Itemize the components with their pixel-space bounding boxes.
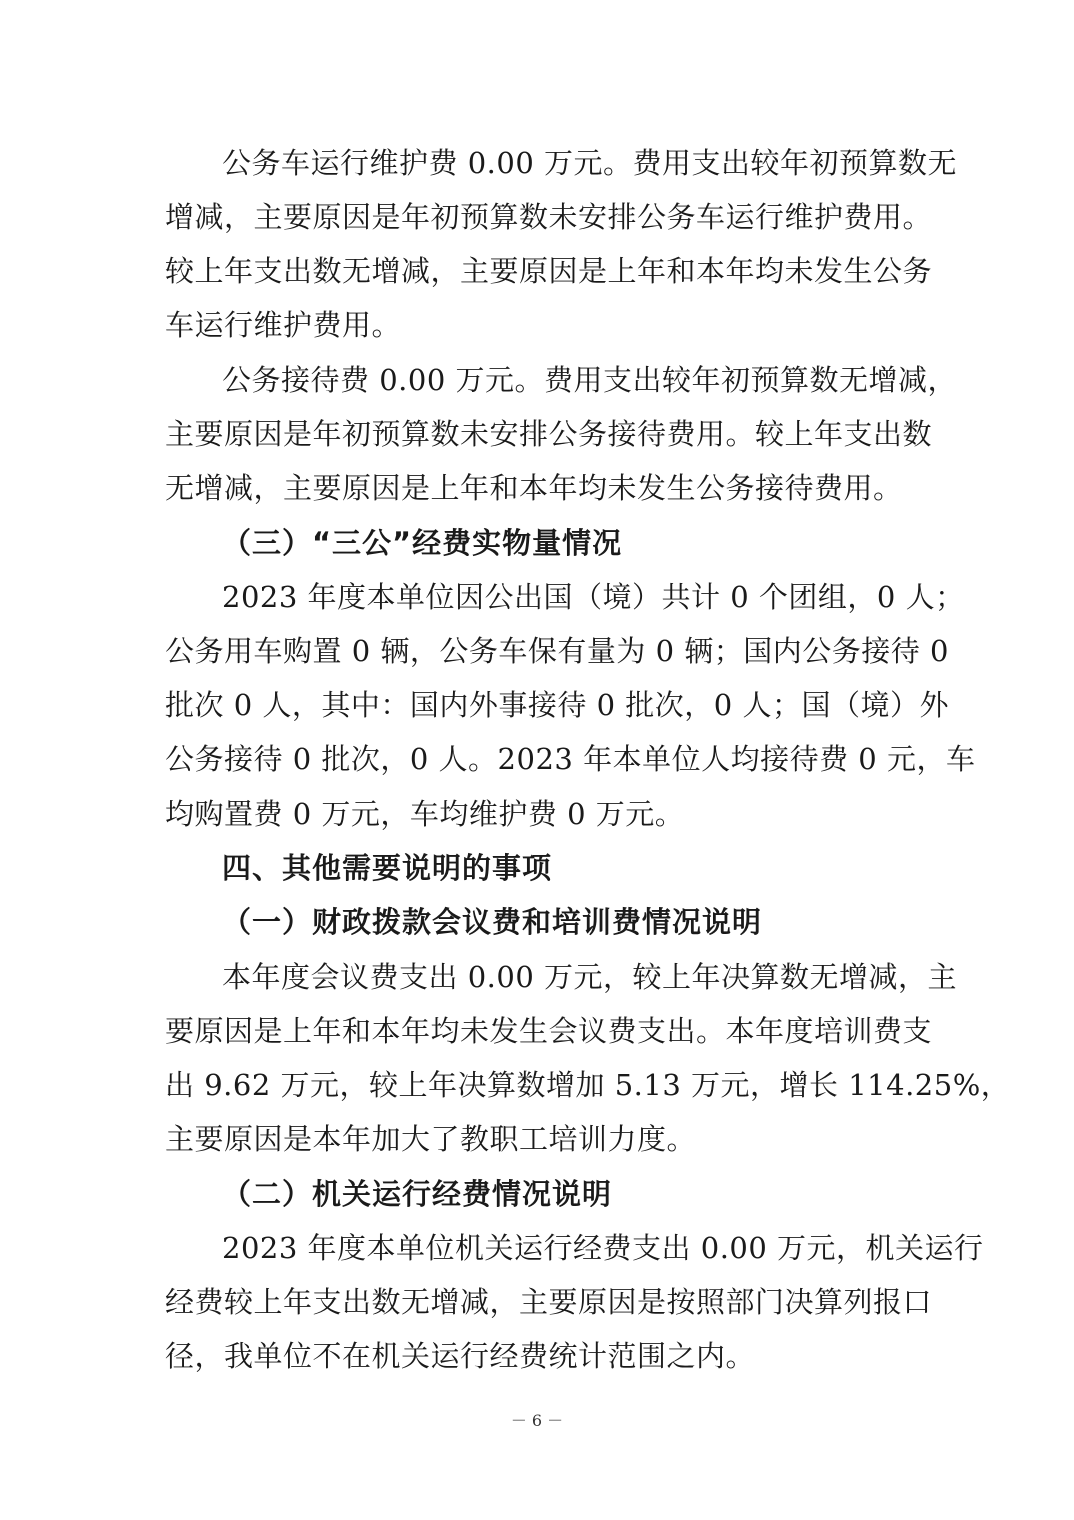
paragraph-vehicle-line-3: 较上年支出数无增减，主要原因是上年和本年均未发生公务: [165, 254, 933, 288]
paragraph-physical-line-4: 公务接待 0 批次，0 人。2023 年本单位人均接待费 0 元，车: [165, 742, 976, 776]
paragraph-operation-line-1: 2023 年度本单位机关运行经费支出 0.00 万元，机关运行: [222, 1231, 984, 1265]
paragraph-physical-line-5: 均购置费 0 万元，车均维护费 0 万元。: [165, 797, 685, 831]
section-heading-physical: （三）“三公”经费实物量情况: [222, 526, 623, 560]
paragraph-physical-line-2: 公务用车购置 0 辆，公务车保有量为 0 辆；国内公务接待 0: [165, 634, 949, 668]
section-heading-meeting: （一）财政拨款会议费和培训费情况说明: [222, 905, 763, 939]
paragraph-operation-line-3: 径，我单位不在机关运行经费统计范围之内。: [165, 1339, 756, 1373]
paragraph-vehicle-line-4: 车运行维护费用。: [165, 308, 402, 342]
section-heading-other: 四、其他需要说明的事项: [222, 851, 553, 885]
paragraph-reception-line-2: 主要原因是年初预算数未安排公务接待费用。较上年支出数: [165, 417, 933, 451]
paragraph-physical-line-1: 2023 年度本单位因公出国（境）共计 0 个团组，0 人；: [222, 580, 965, 614]
paragraph-meeting-line-2: 要原因是上年和本年均未发生会议费支出。本年度培训费支: [165, 1014, 933, 1048]
page-number: － 6 －: [510, 1411, 564, 1430]
paragraph-meeting-line-1: 本年度会议费支出 0.00 万元，较上年决算数无增减，主: [222, 960, 958, 994]
paragraph-vehicle-line-1: 公务车运行维护费 0.00 万元。费用支出较年初预算数无: [222, 146, 958, 180]
paragraph-vehicle-line-2: 增减，主要原因是年初预算数未安排公务车运行维护费用。: [165, 200, 933, 234]
section-heading-operation: （二）机关运行经费情况说明: [222, 1177, 613, 1211]
paragraph-reception-line-3: 无增减，主要原因是上年和本年均未发生公务接待费用。: [165, 471, 903, 505]
paragraph-meeting-line-3: 出 9.62 万元，较上年决算数增加 5.13 万元，增长 114.25%，: [165, 1068, 1011, 1102]
paragraph-meeting-line-4: 主要原因是本年加大了教职工培训力度。: [165, 1122, 697, 1156]
paragraph-operation-line-2: 经费较上年支出数无增减，主要原因是按照部门决算列报口: [165, 1285, 933, 1319]
paragraph-reception-line-1: 公务接待费 0.00 万元。费用支出较年初预算数无增减，: [222, 363, 958, 397]
paragraph-physical-line-3: 批次 0 人，其中：国内外事接待 0 批次，0 人；国（境）外: [165, 688, 949, 722]
